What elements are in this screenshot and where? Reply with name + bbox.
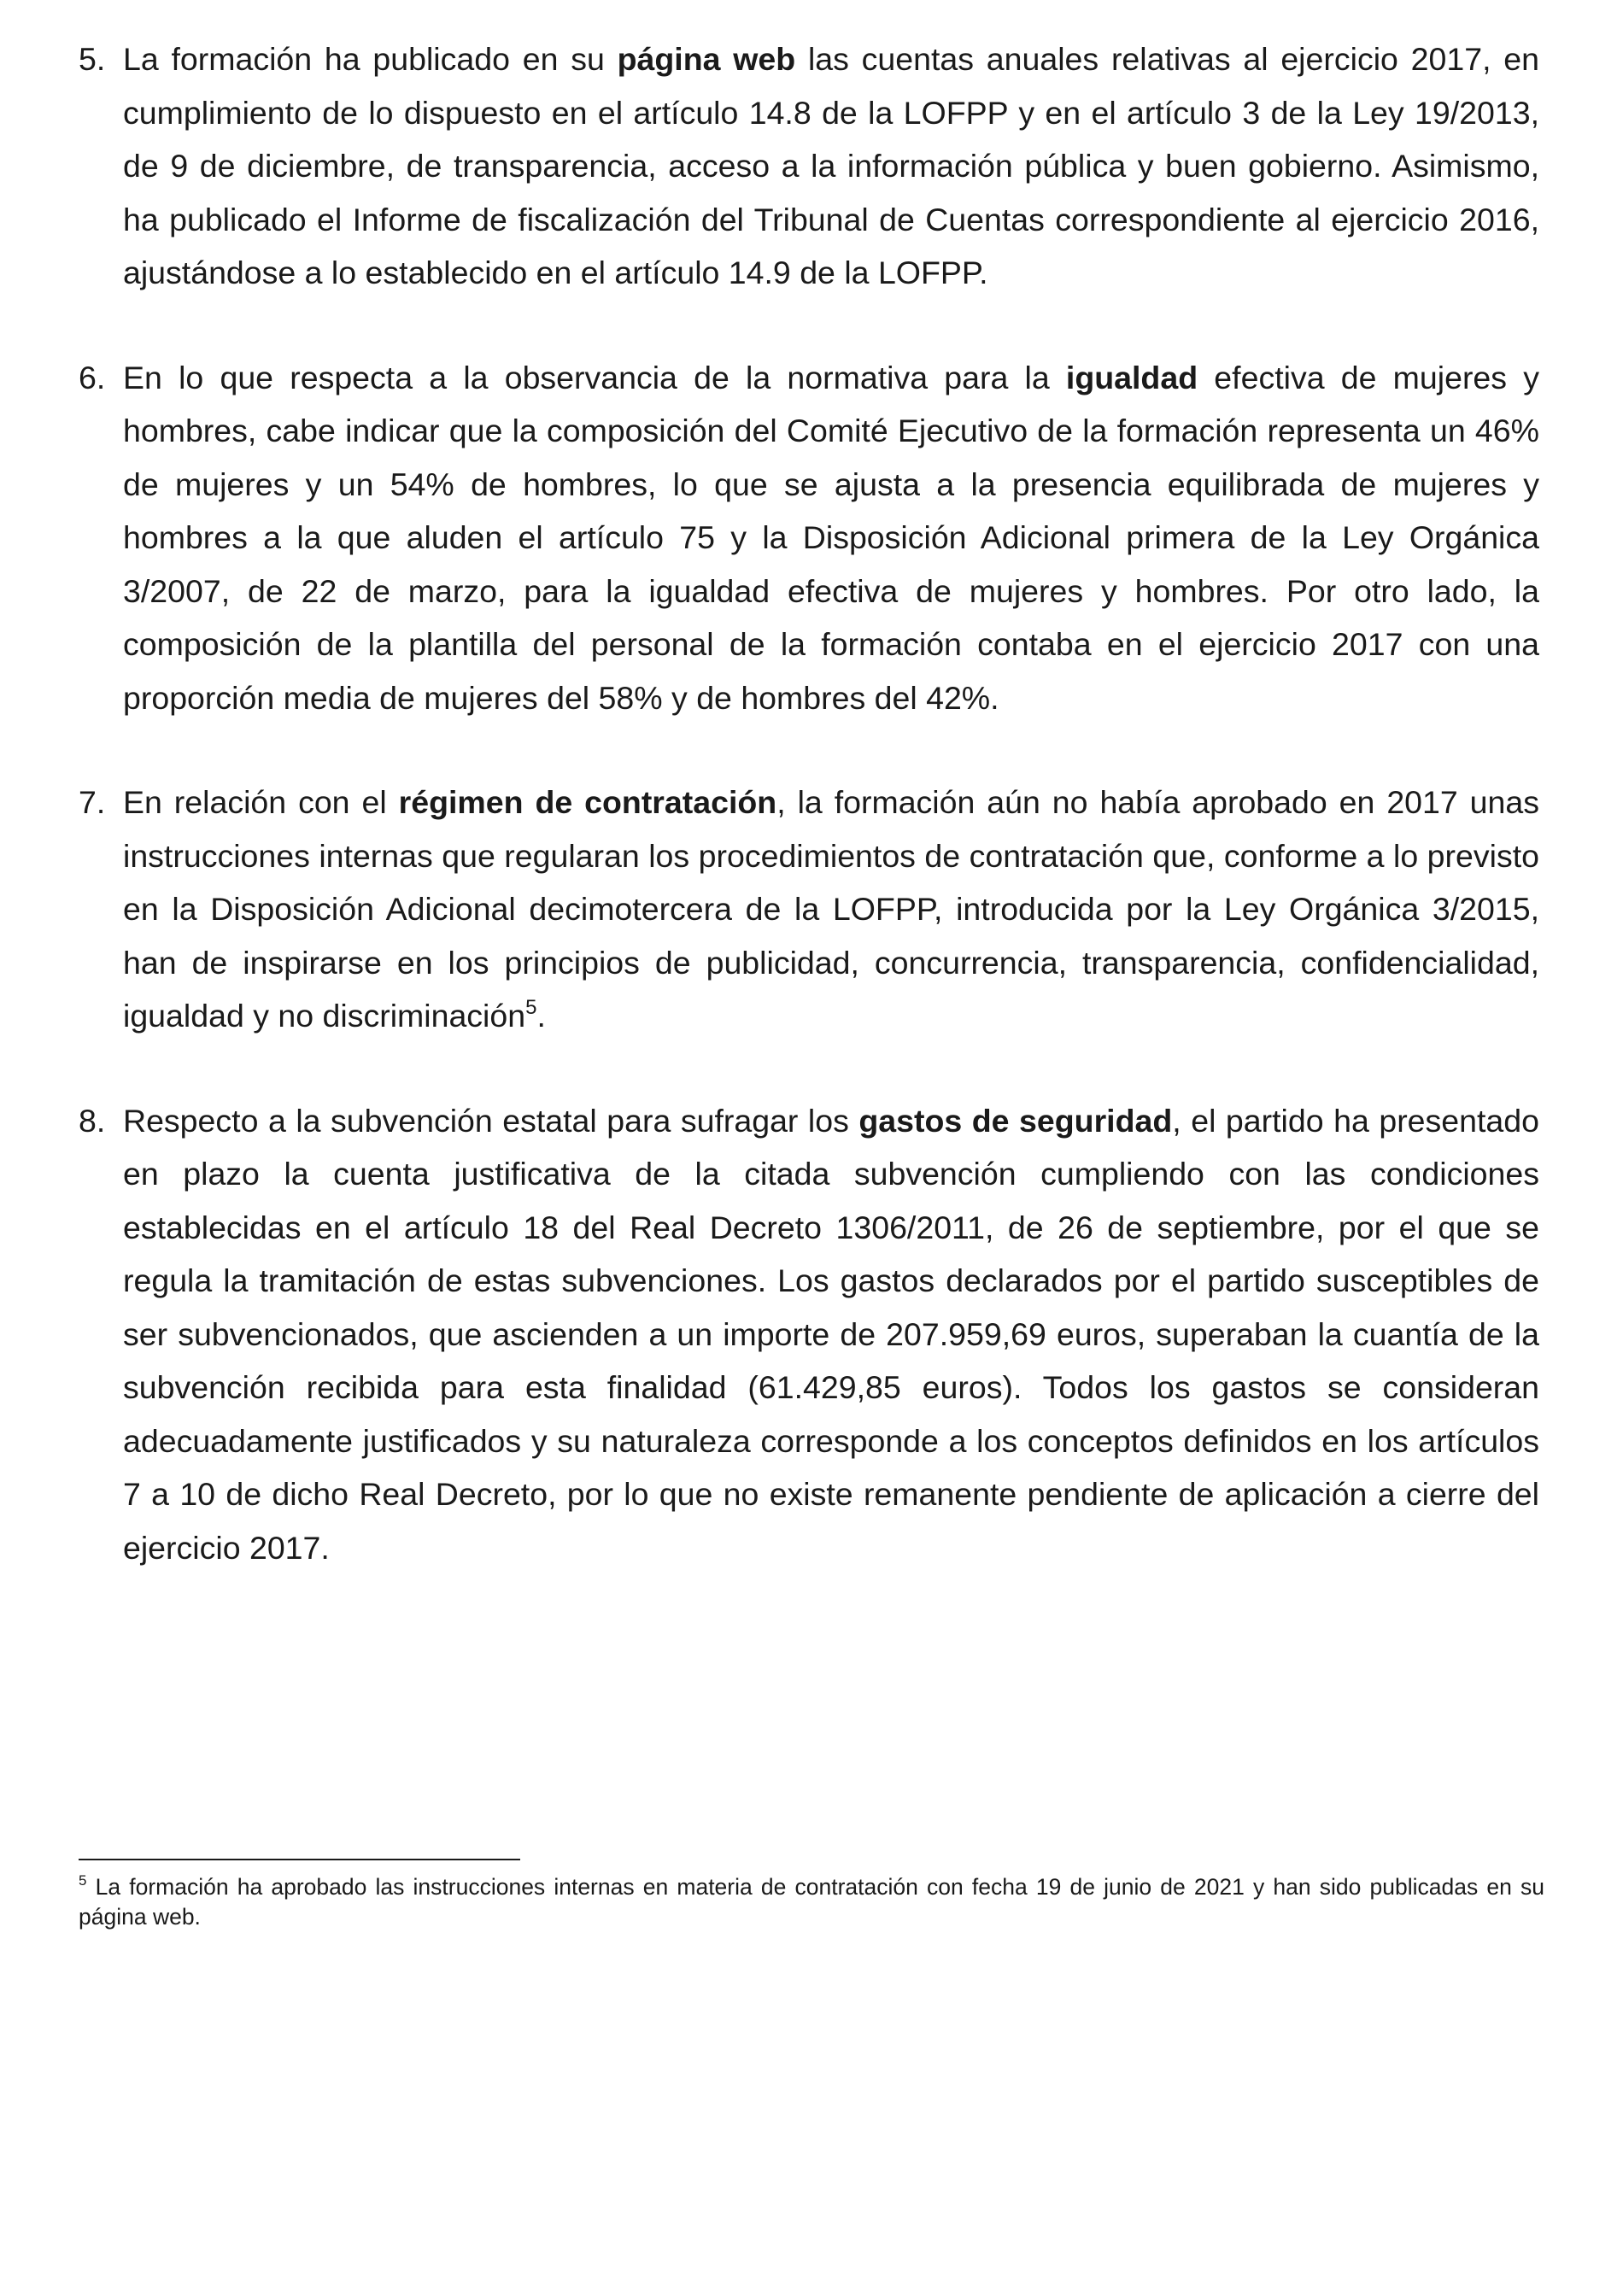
list-item-7 (79, 776, 1539, 1043)
item-text-part: , el partido ha presentado en plazo la cuenta justificativa de la citada subvención cumpliendo con las condiciones establecidas en el artículo 18 del Real Decreto 1306/2011, de 26 de septiembre, por el que se regula la tramitación de estas subvenciones. Los gastos declarados por el partido susceptibles de ser subvencionados, que ascienden a un importe de 207.959,69 euros, superaban la cuantía de la subvención recibida para esta finalidad (61.429,85 euros). Todos los gastos se consideran adecuadamente justificados y su naturaleza corresponde a los conceptos definidos en los artículos 7 a 10 de dicho Real Decreto, por lo que no existe remanente pendiente de aplicación a cierre del ejercicio 2017. (123, 1102, 1539, 1566)
item-paragraph (123, 32, 1539, 300)
numbered-list (79, 32, 1539, 1625)
item-text-part: En relación con el (123, 784, 399, 820)
item-text-part: . (536, 998, 546, 1034)
item-text-part: las cuentas anuales relativas al ejercicio 2017, en cumplimiento de lo dispuesto en el artículo 14.8 de la LOFPP y en el artículo 3 de la Ley 19/2013, de 9 de diciembre, de transparencia, acceso a la información pública y buen gobierno. Asimismo, ha publicado el Informe de fiscalización del Tribunal de Cuentas correspondiente al ejercicio 2016, ajustándose a lo establecido en el artículo 14.9 de la LOFPP. (123, 41, 1539, 290)
item-text-part: efectiva de mujeres y hombres, cabe indicar que la composición del Comité Ejecutivo de la formación representa un 46% de mujeres y un 54% de hombres, lo que se ajusta a la presencia equilibrada de mujeres y hombres a la que aluden el artículo 75 y la Disposición Adicional primera de la Ley Orgánica 3/2007, de 22 de marzo, para la igualdad efectiva de mujeres y hombres. Por otro lado, la composición de la plantilla del personal de la formación contaba en el ejercicio 2017 con una proporción media de mujeres del 58% y de hombres del 42%. (123, 359, 1539, 716)
footnote-text: La formación ha aprobado las instrucciones internas en materia de contratación con fecha 19 de junio de 2021 y han sido publicadas en su página web. (79, 1874, 1544, 1930)
item-text-part: En lo que respecta a la observancia de la normativa para la (123, 359, 1066, 395)
item-bold-term: página web (617, 41, 796, 77)
footnote (79, 1872, 1544, 1932)
item-text-part: Respecto a la subvención estatal para sufragar los (123, 1102, 859, 1139)
footnote-reference[interactable]: 5 (525, 995, 537, 1019)
footnote-marker: 5 (79, 1872, 87, 1889)
item-text-part: , la formación aún no había aprobado en 2017 unas instrucciones internas que regularan los procedimientos de contratación que, conforme a lo previsto en la Disposición Adicional decimotercera de la LOFPP, introducida por la Ley Orgánica 3/2015, han de inspirarse en los principios de publicidad, concurrencia, transparencia, confidencialidad, igualdad y no discriminación (123, 784, 1539, 1034)
item-paragraph (123, 1094, 1539, 1575)
item-bold-term: régimen de contratación (398, 784, 777, 820)
list-item-5 (79, 32, 1539, 300)
item-paragraph (123, 776, 1539, 1043)
item-number: 7. (79, 784, 106, 820)
item-text-part: La formación ha publicado en su (123, 41, 618, 77)
item-number: 5. (79, 41, 106, 77)
item-bold-term: igualdad (1065, 359, 1198, 395)
item-bold-term: gastos de seguridad (858, 1102, 1173, 1139)
footnote-separator (79, 1859, 520, 1860)
list-item-8 (79, 1094, 1539, 1575)
item-number: 8. (79, 1102, 106, 1139)
list-item-6 (79, 351, 1539, 725)
item-paragraph (123, 351, 1539, 725)
item-number: 6. (79, 359, 106, 395)
